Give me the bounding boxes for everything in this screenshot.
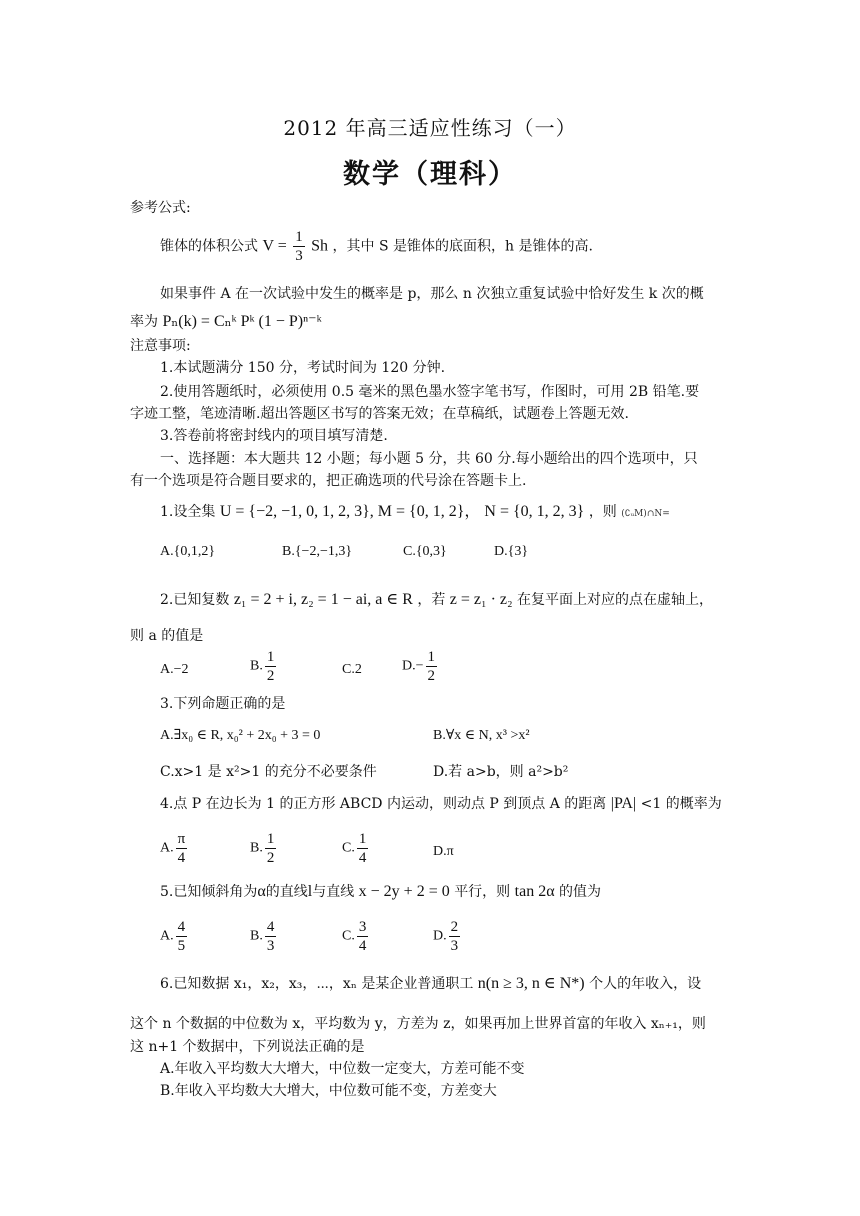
note-3: 3.答卷前将密封线内的项目填写清楚. <box>160 428 388 444</box>
q2-optD-den: 2 <box>427 668 436 684</box>
q2-mid: ，若 <box>417 592 446 608</box>
q6-suffix: 个人的年收入，设 <box>589 976 702 992</box>
prob-line1: 如果事件 A 在一次试验中发生的概率是 p，那么 n 次独立重复试验中恰好发生 k 次的概 <box>160 286 704 302</box>
q4-optA-num: π <box>177 831 186 847</box>
q4-optB-num: 1 <box>266 831 275 847</box>
notes-heading: 注意事项: <box>130 338 191 354</box>
q1-math: U = {−2, −1, 0, 1, 2, 3}, M = {0, 1, 2}， N = {0, 1, 2, 3} <box>219 503 585 520</box>
q6-line3: 这 n+1 个数据中，下列说法正确的是 <box>130 1039 365 1055</box>
q5-optB-label: B. <box>250 928 263 944</box>
q2-math2: z = z₁ · z₂ <box>449 591 513 608</box>
exam-title: 2012 年高三适应性练习（一） <box>283 116 577 140</box>
q5-l: l <box>307 883 313 900</box>
q5-option-a <box>160 918 189 955</box>
q5-mid3: 平行，则 <box>454 884 511 900</box>
q2-option-b <box>250 648 278 685</box>
q2-optD-label: D.− <box>402 658 424 674</box>
q4-optC-den: 4 <box>358 850 367 866</box>
q5-option-d <box>433 918 462 955</box>
prob-formula: Pₙ(k) = Cₙᵏ Pᵏ (1 − P)ⁿ⁻ᵏ <box>162 313 322 330</box>
exam-subtitle: 数学（理科） <box>343 159 517 190</box>
q4-optB-label: B. <box>250 840 263 856</box>
cone-rhs: Sh <box>311 237 329 255</box>
question-4-stem <box>160 794 722 814</box>
q2-suffix: 在复平面上对应的点在虚轴上， <box>517 592 714 608</box>
section1-intro-a: 一、选择题：本大题共 12 小题；每小题 5 分，共 60 分.每小题给出的四个选项中，只 <box>160 451 698 467</box>
note-1: 1.本试题满分 150 分，考试时间为 120 分钟. <box>160 360 446 376</box>
question-3-stem: 3.下列命题正确的是 <box>160 696 286 712</box>
q5-optC-den: 4 <box>358 938 367 954</box>
note-2a: 2.使用答题纸时，必须使用 0.5 毫米的黑色墨水签字笔书写，作图时，可用 2B 铅笔.要 <box>160 384 700 400</box>
q2-math: z₁ = 2 + i, z₂ = 1 − ai, a ∈ R <box>233 591 413 608</box>
q5-option-b <box>250 918 278 955</box>
q4-option-d: D.π <box>433 844 454 859</box>
q1-option-c: C.{0,3} <box>403 544 447 559</box>
q5-option-c <box>342 918 370 955</box>
q5-alpha: α <box>257 883 266 900</box>
q2-prefix: 2.已知复数 <box>160 592 230 608</box>
q2-optB-label: B. <box>250 658 263 674</box>
q4-optB-den: 2 <box>266 850 275 866</box>
question-2-stem <box>160 590 713 610</box>
q5-mid1: 的直线 <box>265 884 308 900</box>
q5-optD-num: 2 <box>450 919 459 935</box>
q5-optB-den: 3 <box>266 938 275 954</box>
question-5-stem <box>160 882 601 902</box>
q4-optA-den: 4 <box>177 850 186 866</box>
q1-option-a: A.{0,1,2} <box>160 544 216 559</box>
q6-math: n(n ≥ 3, n ∈ N*) <box>477 975 585 992</box>
question-1-stem <box>160 502 670 524</box>
prob-prefix: 率为 <box>130 314 158 330</box>
q5-optA-label: A. <box>160 928 174 944</box>
q2-optB-den: 2 <box>266 668 275 684</box>
note-2b: 字迹工整，笔迹清晰.超出答题区书写的答案无效；在草稿纸，试题卷上答题无效. <box>130 406 629 422</box>
q1-option-d: D.{3} <box>494 544 529 559</box>
q2-option-c: C.2 <box>342 662 362 677</box>
q1-suffix: ，则 <box>588 504 617 520</box>
cone-frac-den: 3 <box>295 248 303 264</box>
q4-prefix: 4.点 P 在边长为 1 的正方形 ABCD 内运动，则动点 P 到顶点 A 的距离 <box>160 796 607 812</box>
q5-optC-label: C. <box>342 928 355 944</box>
q3-option-c: C.x>1 是 x²>1 的充分不必要条件 <box>160 764 377 780</box>
q5-suffix: 的值为 <box>559 884 602 900</box>
q6-line2: 这个 n 个数据的中位数为 x，平均数为 y，方差为 z，如果再加上世界首富的年收入 xₙ₊₁，则 <box>130 1016 706 1032</box>
prob-line2 <box>130 312 322 332</box>
q2-optB-num: 1 <box>266 649 275 665</box>
question-6-stem <box>160 974 701 994</box>
q4-option-b <box>250 830 278 867</box>
q3-option-d: D.若 a>b，则 a²>b² <box>433 764 569 780</box>
q2-option-d <box>402 648 439 685</box>
q4-option-a <box>160 830 189 867</box>
cone-lhs: V = <box>262 237 287 255</box>
cone-volume-formula <box>160 228 593 265</box>
q3-option-b: B.∀x ∈ N, x³ >x² <box>433 728 530 743</box>
q5-optA-num: 4 <box>177 919 186 935</box>
q5-optD-den: 3 <box>450 938 459 954</box>
q4-optA-label: A. <box>160 840 174 856</box>
q3-option-a: A.∃x₀ ∈ R, x₀² + 2x₀ + 3 = 0 <box>160 728 321 743</box>
q2-option-a: A.−2 <box>160 662 189 677</box>
q6-prefix: 6.已知数据 x₁，x₂，x₃，⋯，xₙ 是某企业普通职工 <box>160 976 474 992</box>
cone-fraction <box>293 228 305 265</box>
cone-suffix: ，其中 S 是锥体的底面积，h 是锥体的高. <box>332 238 593 255</box>
q6-option-a: A.年收入平均数大大增大，中位数一定变大，方差可能不变 <box>160 1061 525 1077</box>
cone-prefix: 锥体的体积公式 <box>160 238 258 255</box>
q5-mid2: 与直线 <box>312 884 355 900</box>
q4-optC-label: C. <box>342 840 355 856</box>
q5-math: x − 2y + 2 = 0 <box>358 883 450 900</box>
formulas-heading: 参考公式: <box>130 200 191 216</box>
q1-tail: (∁ᵤM)∩N= <box>621 509 670 519</box>
section1-intro-b: 有一个选项是符合题目要求的，把正确选项的代号涂在答题卡上. <box>130 473 527 489</box>
q1-prefix: 1.设全集 <box>160 504 216 520</box>
q1-option-b: B.{−2,−1,3} <box>282 544 353 559</box>
q4-optC-num: 1 <box>358 831 367 847</box>
cone-frac-num: 1 <box>295 229 303 245</box>
q5-optD-label: D. <box>433 928 447 944</box>
q5-optA-den: 5 <box>177 938 186 954</box>
q6-option-b: B.年收入平均数大大增大，中位数可能不变，方差变大 <box>160 1083 497 1099</box>
q2-line2: 则 a 的值是 <box>130 628 204 644</box>
q4-suffix: <1 的概率为 <box>640 796 722 812</box>
q5-tan: tan 2α <box>514 883 555 900</box>
q2-optD-num: 1 <box>427 649 436 665</box>
q5-prefix: 5.已知倾斜角为 <box>160 884 258 900</box>
q5-optB-num: 4 <box>266 919 275 935</box>
q4-math: |PA| <box>610 795 637 812</box>
q5-optC-num: 3 <box>358 919 367 935</box>
q4-option-c <box>342 830 370 867</box>
